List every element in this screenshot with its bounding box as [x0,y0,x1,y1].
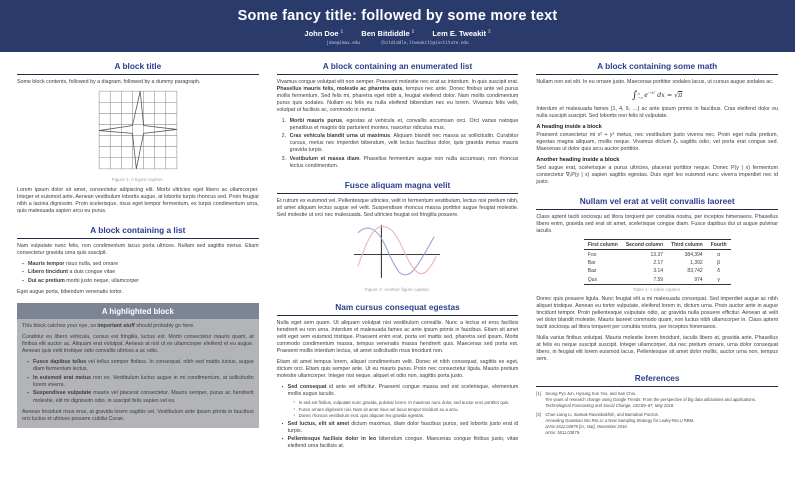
block-some-math [536,58,778,186]
reference-text: Chun-Liang Li, Siamak Ravanbakhsh, and Barnabas Poczos. Annealing Gaussian into ReLU: a New Sampling Strategy for Leaky-ReLU RBM. arXiv:1611.03879 [cs, stat], November 2016. arXiv: 1611.03879. [545,411,695,435]
reference-number: [2] [536,411,541,417]
author-name: John Doe $^1$ [304,28,344,38]
author-name: Ben Bitdiddle $^2$ [361,28,415,38]
list-item: ▪ Dui ac pretium morbi justo neque, ullamcorper [22,278,259,285]
data-table [584,239,731,285]
block-heading: Nullam vel erat at velit convallis laoreet [536,193,778,210]
author-affiliation-sup: 2 [488,28,491,33]
author-affiliation-sup: 2 [411,28,415,33]
paragraph: Nulla varius finibus volutpat. Mauris molestie lorem tincidunt, iaculis libero at, gravida ante. Phasellus at felis eu neque suscipit suscipit. Integer ullamcorper, dui nec pretium ornare, urna dolor consequat libero, in feugiat elit lorem euismod lacus. Pellentesque sit amet dolor mollis, auctor urna non, tempus sem. [536,335,779,363]
sub-list-item: ▪ In sed est finibus, vulputate nunc gravida, pulvinar lorem. In maximus nunc dolor, sed auctor eros porttitor quis. [294,400,519,406]
figure-2 [277,223,519,292]
grid-star-diagram [98,90,178,170]
list-item: ▪ Fusce dapibus tellus vel tellus semper finibus. In consequat, nibh sed mattis luctus, augue diam fermentum lectus. [27,359,254,373]
block-nam-cursus [277,299,519,450]
bullet-list [22,359,254,404]
column-2 [277,58,519,458]
paragraph: Aenean tincidunt risus eros, at gravida lorem sagittis vel. Vestibulum ante ipsum primis in faucibus orci luctus et ultrices posuere cubilia Curae. [22,408,254,422]
paragraph: Nulla eget sem quam. Ut aliquam volutpat nisi vestibulum convallis. Nunc a lectus et eros facilisis hendrerit eu non urna. Interdum et malesuada fames ac ante ipsum primis in faucibus. Etiam sit amet velit eget sem euismod tristique. Praesent enim erat, porta vel mattis sed, pharetra sed ipsum. Morbi commodo condimentum massa, tempus venenatis massa hendrerit quis. Maecenas sed porta est. Praesent mollis interdum lectus, sit amet sollicitudin risus tincidunt non. [276,320,519,355]
paragraph: Donec quis posuere ligula. Nunc feugiat elit a mi malesuada consequat. Sed imperdiet augue ac nibh aliquet tristique. Aenean eu tortor vulputate, eleifend lorem in, dictum urna. Proin auctor ante in augue tincidunt tempor. Proin pellentesque vulputate odio, ac gravida nulla posuere efficitur. Aenean at velit vel dolor blandit molestie. Mauris laoreet commodo quam, non luctus nibh ullamcorper in. Class aptent taciti sociosqu ad litora torquent per conubia nostra, per inceptos himenaeos. [536,295,779,331]
paragraph: Vivamus congue volutpat elit non semper. Praesent molestie nec erat ac interdum. In quis suscipit erat. Phasellus mauris felis, molestie ac pharetra quis, tempus nec ante. Donec finibus ante vel purus mollis fermentum. Sed felis mi, pharetra eget nibh a, feugiat eleifend dolor. Nam mollis condimentum purus quis sodales. Nullam eu felis eu nulla eleifend bibendum nec eu lorem. Vivamus felis velit, volutpat ut facilisis ac, commodo in metus. [276,78,519,113]
email-line [10,41,785,46]
author-name: Lem E. Tweakit $^2$ [432,28,491,38]
column-3 [536,58,778,443]
paragraph: Et rutrum ex euismod vel. Pellentesque ultricies, velit in fermentum vestibulum, lectus nisi pretium nibh, sit amet aliquam lectus augue vel velit. Suspendisse rhoncus massa porttitor augue feugiat molestie. Sed molestie ut orci nec malesuada. Sed ultricies feugiat est fringilla posuere. [276,198,519,219]
sine-curves-plot [354,223,442,280]
list-item: ▪ Pellentesque facilisis dolor in leo bibendum congue. Maecenas congue finibus justo, vitae eleifend urna facilisis at. [282,436,519,450]
reference-number: [1] [536,391,541,397]
paragraph: Etiam sit amet tempus lorem, aliquet condimentum velit. Donec et nibh consequat, sagittis ex eget, dictum orci. Etiam quis semper ante. Ut eu mauris purus. Proin nec consectetur ligula. Mauris pretium molestie ullamcorper. Integer nisi neque, aliquet et odio non, sagittis porta justo. [276,359,519,380]
figure-caption: Figure 2: Another figure caption. [364,287,431,293]
paragraph: Praesent consectetur mi x² + y² metus, nec vestibulum justo viverra nec. Proin eget nulla pretium, egestas magna aliquam, mollis neque. Vivamus dictum ξₙ sagittis odio, vel porta erat congue sed. Maecenas ut dolor quis arcu auctor porttitor. [536,131,779,152]
author-email: {bitdiddle,ltweakit}@institute.edu [380,40,469,46]
block-enumerated-list [277,58,519,171]
block-fusce-aliquam [277,177,519,292]
numbered-list [277,118,519,170]
reference-item [536,412,778,436]
block-nullam-vel-erat [536,193,778,363]
block-heading: A block title [17,58,259,75]
list-item: ▪ Suspendisse vulputate mauris vel placerat consectetur. Mauris semper, purus ac hendrerit molestie, elit mi dignissim odio, in suscipit felis sapien vel ex. [27,390,254,404]
figure-1 [17,90,259,182]
list-item: ▪ In euismod erat metus non ex. Vestibulum luctus augue in mi condimentum, at sollicitudin lorem viverra. [27,375,254,389]
table-row: Foo 13.37 384,394 α [587,251,721,258]
list-item: ▪ Mauris tempor risus nulla, sed ornare [22,261,259,268]
block-heading: A block containing some math [536,58,778,75]
reference-item [536,391,778,409]
author-affiliation-sup: 1 [340,28,344,33]
paragraph: Interdum et malesuada fames {1, 4, 9, …} ac ante ipsum primis in faucibus. Cras eleifend dolor eu nulla suscipit suscipit. Sed lobortis non felis id vulputate. [536,105,779,119]
block-heading: A block containing a list [17,222,259,239]
table-header-row: First column Second column Third column Fourth [584,239,731,250]
highlighted-block-body [17,319,259,428]
list-item: 3. Vestibulum et massa diam. Phasellus fermentum augue non nulla accumsan, non rhoncus lectus condimentum. [281,156,519,170]
display-equation: ∫ ∞ −∞ $e^{-x^2}$ dx = √π [632,89,683,101]
column-1 [17,58,259,428]
highlighted-block-heading: A highlighted block [17,303,259,319]
list-item: 1. Morbi mauris purus, egestas at vehicula et, convallis accumsan orci. Orci varius natoque penatibus et magnis dis parturient montes, nascetur ridiculus mus. [281,117,519,131]
paragraph: Nam vulputate nunc felis, non condimentum lacus porta ultrices. Nullam sed sagittis metus. Etiam consectetur gravida urna quis suscipit. [17,242,259,256]
block-heading: A block containing an enumerated list [277,58,519,75]
author-line [10,28,785,38]
paragraph: Curabitur eu libero vehicula, cursus est fringilla, luctus est. Morbi consectetur mauris quam, at finibus elit auctor ac. Aliquam erat volutpat. Aenean at nisl ut ex ullamcorper eleifend et eu augue. Aenean quis velit tristique odio convallis ultrices a ac odio. [22,334,254,355]
highlighted-block [17,303,259,428]
block-heading: References [536,370,778,387]
poster-title: Some fancy title: followed by some more text [237,8,558,24]
list-item: ▪ Sed consequat id ante vel efficitur. Praesent congue massa sed est scelerisque, elementum mollis augue iaculis. ▪ In sed est finibus, vulputate nunc gravida, pulvinar lorem. In maximus nunc dolor, sed auctor eros porttitor quis. ▪ Fusce ornare dignissim nisi. Nam sit amet risus vel lacus tempor tincidunt eu a arcu. ▪ Donec rhoncus vestibulum erat, quis aliquam leo gravida egestas. [282,384,519,419]
sub-list-item: ▪ Donec rhoncus vestibulum erat, quis aliquam leo gravida egestas. [294,413,519,419]
table-row: Qux 7.59 974 γ [584,276,731,285]
bullet-list [17,261,259,285]
figure-caption: Figure 1: A figure caption. [111,176,164,182]
table-row: Bar 2.17 1,392 β [587,260,721,267]
paragraph: This block catches your eye, so important stuff should probably go here. [22,323,195,330]
author-email: jdoe@imax.edu [326,40,361,46]
paragraph: Nullam non est elit. In eu ornare justo. Maecenas porttitor sodales lacus, ut cursus augue sodales ac. [536,78,774,85]
paragraph: Some block contents, followed by a diagram, followed by a dummy paragraph. [17,78,201,85]
sub-list-item: ▪ Fusce ornare dignissim nisi. Nam sit amet risus vel lacus tempor tincidunt eu a arcu. [294,407,519,413]
inner-heading: A heading inside a block [536,123,602,130]
paragraph: Sed augue erat, scelerisque a purus ultricies, placerat porttitor neque. Donec P(y | x) fermentum consectetur ∇ₓP(y | x) sapien sagittis egestas. Duis eget leo euismod nunc viverra imperdiet nec id justo. [536,164,779,185]
table-caption: Table 1: A table caption. [632,286,682,292]
paragraph: Eget augue porta, bibendum venenatis tortor. [17,289,124,295]
sub-bullet-list [288,400,519,419]
block-a-block-title [17,58,259,215]
poster-body [0,52,795,458]
paragraph: Class aptent taciti sociosqu ad litora torquent per conubia nostra, per inceptos himenaeos. Phasellus libero enim, gravida sed erat sit amet, scelerisque congue diam. Fusce dapibus dui ut augue pulvinar iaculis. [536,213,779,234]
table-row: Baz 3.14 83,742 δ [587,268,721,275]
block-containing-a-list [17,222,259,296]
block-heading: Fusce aliquam magna velit [277,177,519,194]
list-item: ▪ Sed luctus, elit sit amet dictum maximus, diam dolor faucibus purus, sed lobortis justo erat id turpis. [282,421,519,435]
block-heading: Nam cursus consequat egestas [277,299,519,316]
list-item: 2. Cras vehicula blandit urna ut maximus. Aliquam blandit nec massa ac sollicitudin. Curabitur cursus, metus nec imperdiet bibendum, velit lectus faucibus dolor, quis gravida metus mauris gravida turpis. [281,133,519,154]
paragraph: Lorem ipsum dolor sit amet, consectetur adipiscing elit. Morbi ultricies eget libero ac ullamcorper. Integer et euismod ante. Aenean vestibulum lobortis augue, at lobortis turpis rhoncus sed. Proin feugiat nibh a lacinia dignissim. Proin scelerisque, risus eget tempor fermentum, ex turpis condimentum urna, quis malesuada sapien arcu eu purus. [17,186,259,214]
block-references [536,370,778,435]
list-item: ▪ Libero tincidunt a duis congue vitae [22,269,259,276]
inner-heading: Another heading inside a block [536,156,620,163]
reference-text: Seung Pyo Jun, Hyoung Sun Yoo, and San Choi. Ten years of research change using Google Trends: From the perspective of big data utilizations and applications. Technological Forecasting and Social Change, 130:69–87, May 2018. [545,391,757,408]
bullet-list [277,384,519,450]
poster-header [0,0,795,52]
